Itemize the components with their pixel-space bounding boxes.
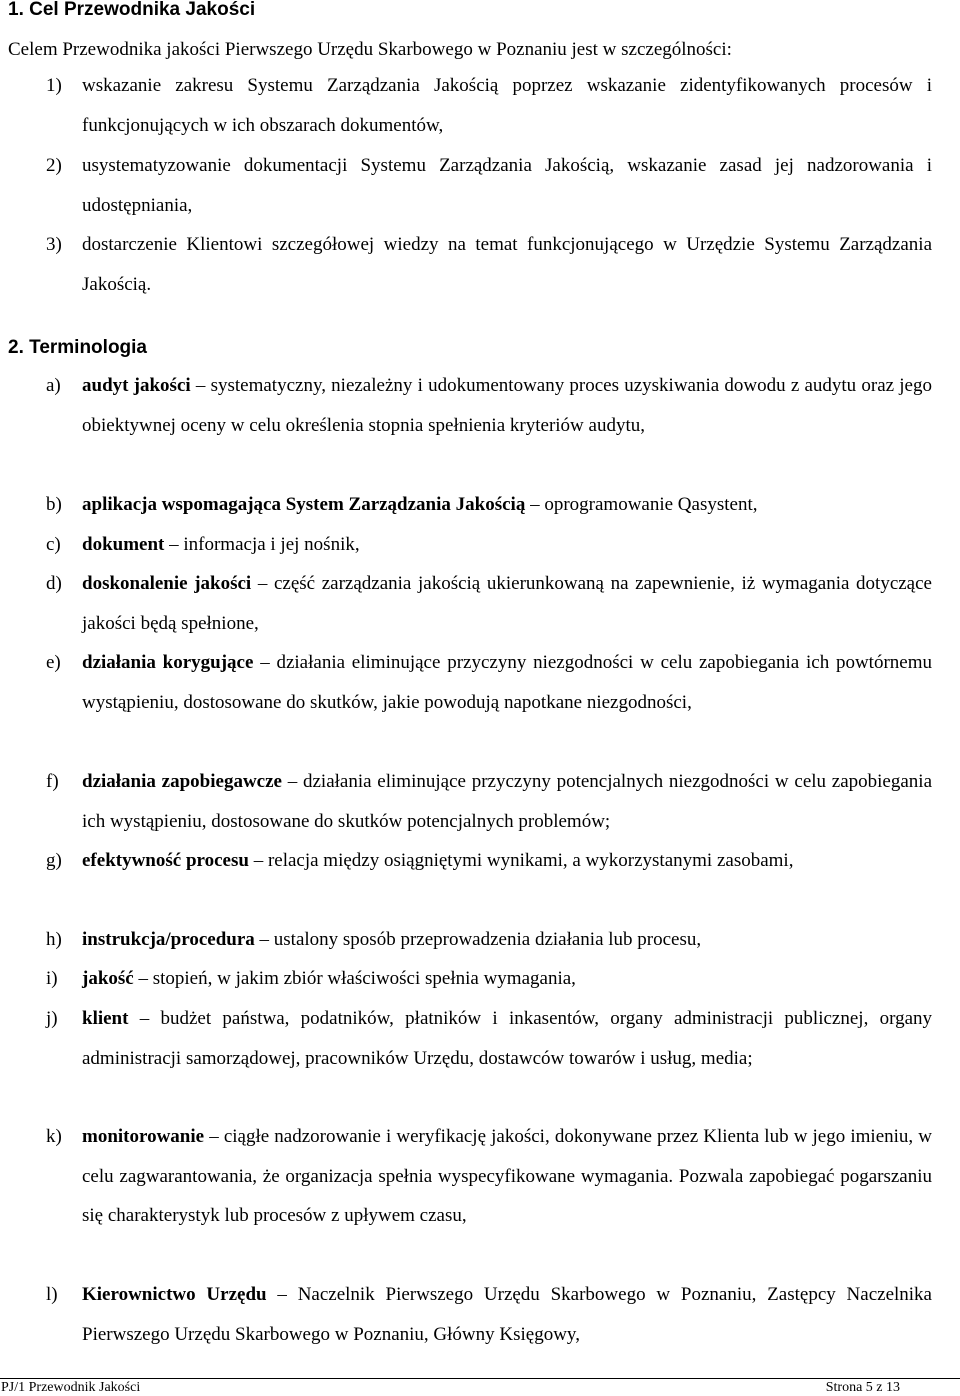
list-marker: b): [46, 494, 62, 515]
list-marker: k): [46, 1126, 62, 1147]
list-text: wskazanie zakresu Systemu Zarządzania Jakością poprzez wskazanie zidentyfikowanych procesów i funkcjonujących w ich obszarach dokumentów,: [82, 75, 932, 136]
list-marker: 3): [46, 234, 62, 255]
definition-body: – działania eliminujące przyczyny potencjalnych niezgodności w celu zapobiegania ich wystąpieniu, dostosowane do skutków potencjalnych problemów;: [82, 771, 933, 832]
list-marker: f): [46, 771, 59, 792]
definition-text: [82, 762, 932, 841]
definition-text: [82, 959, 932, 999]
definition-body: – działania eliminujące przyczyny niezgodności w celu zapobiegania ich powtórnemu wystąpieniu, dostosowane do skutków, jakie powodują napotkane niezgodności,: [82, 652, 932, 713]
section1-heading: 1. Cel Przewodnika Jakości: [8, 0, 256, 20]
definition-term: klient: [82, 1008, 129, 1029]
list-text: dostarczenie Klientowi szczegółowej wiedzy na temat funkcjonującego w Urzędzie Systemu Zarządzania Jakością.: [82, 234, 932, 295]
definition-body: – informacja i jej nośnik,: [164, 534, 360, 555]
definition-text: [82, 485, 932, 525]
footer-divider: [0, 1378, 960, 1379]
definition-body: – Naczelnik Pierwszego Urzędu Skarbowego w Poznaniu, Zastępcy Naczelnika Pierwszego Urzędu Skarbowego w Poznaniu, Główny Księgowy,: [82, 1284, 932, 1345]
definition-term: działania zapobiegawcze: [82, 771, 282, 792]
list-marker: j): [46, 1008, 58, 1029]
definition-term: instrukcja/procedura: [82, 929, 255, 950]
definition-text: [82, 525, 932, 565]
list-marker: 1): [46, 75, 62, 96]
list-marker: c): [46, 534, 61, 555]
definition-body: – ustalony sposób przeprowadzenia działania lub procesu,: [254, 929, 702, 950]
definition-body: – relacja między osiągniętymi wynikami, a wykorzystanymi zasobami,: [248, 850, 794, 871]
definition-text: [82, 643, 932, 722]
definition-body: – stopień, w jakim zbiór właściwości spełnia wymagania,: [133, 968, 576, 989]
definition-term: dokument: [82, 534, 165, 555]
definition-text: [82, 366, 932, 445]
list-marker: d): [46, 573, 62, 594]
definition-term: aplikacja wspomagająca System Zarządzania Jakością: [82, 494, 526, 515]
footer-page-number: Strona 5 z 13: [825, 1380, 900, 1395]
definition-term: działania korygujące: [82, 652, 254, 673]
list-marker: l): [46, 1284, 58, 1305]
footer-document-id: PJ/1 Przewodnik Jakości: [1, 1380, 141, 1395]
definition-text: [82, 841, 932, 881]
definition-body: – systematyczny, niezależny i udokumentowany proces uzyskiwania dowodu z audytu oraz jego obiektywnej oceny w celu określenia stopnia spełnienia kryteriów audytu,: [82, 375, 932, 436]
definition-term: doskonalenie jakości: [82, 573, 252, 594]
definition-text: [82, 1275, 932, 1354]
definition-body: – część zarządzania jakością ukierunkowaną na zapewnienie, iż wymagania dotyczące jakości będą spełnione,: [82, 573, 932, 634]
list-marker: i): [46, 968, 58, 989]
definition-term: audyt jakości: [82, 375, 191, 396]
definition-text: [82, 920, 932, 960]
definition-body: – oprogramowanie Qasystent,: [525, 494, 758, 515]
definition-body: – ciągłe nadzorowanie i weryfikację jakości, dokonywane przez Klienta lub w jego imieniu, w celu zagwarantowania, że organizacja spełnia wyspecyfikowane wymagania. Pozwala zapobiegać pogarszaniu się charakterystyk lub procesów z upływem czasu,: [82, 1126, 932, 1226]
definition-body: – budżet państwa, podatników, płatników i inkasentów, organy administracji publicznej, organy administracji samorządowej, pracowników Urzędu, dostawców towarów i usług, media;: [82, 1008, 932, 1069]
definition-text: [82, 564, 932, 643]
list-marker: g): [46, 850, 62, 871]
list-text: usystematyzowanie dokumentacji Systemu Zarządzania Jakością, wskazanie zasad jej nadzorowania i udostępniania,: [82, 155, 932, 216]
definition-text: [82, 999, 932, 1078]
list-marker: e): [46, 652, 61, 673]
section2-heading: 2. Terminologia: [8, 337, 148, 358]
section1-intro: Celem Przewodnika jakości Pierwszego Urzędu Skarbowego w Poznaniu jest w szczególności:: [8, 39, 732, 60]
definition-term: efektywność procesu: [82, 850, 249, 871]
list-marker: a): [46, 375, 61, 396]
definition-term: monitorowanie: [82, 1126, 205, 1147]
definition-term: Kierownictwo Urzędu: [82, 1284, 267, 1305]
list-marker: h): [46, 929, 62, 950]
definition-term: jakość: [82, 968, 134, 989]
list-marker: 2): [46, 155, 62, 176]
definition-text: [82, 1117, 932, 1236]
